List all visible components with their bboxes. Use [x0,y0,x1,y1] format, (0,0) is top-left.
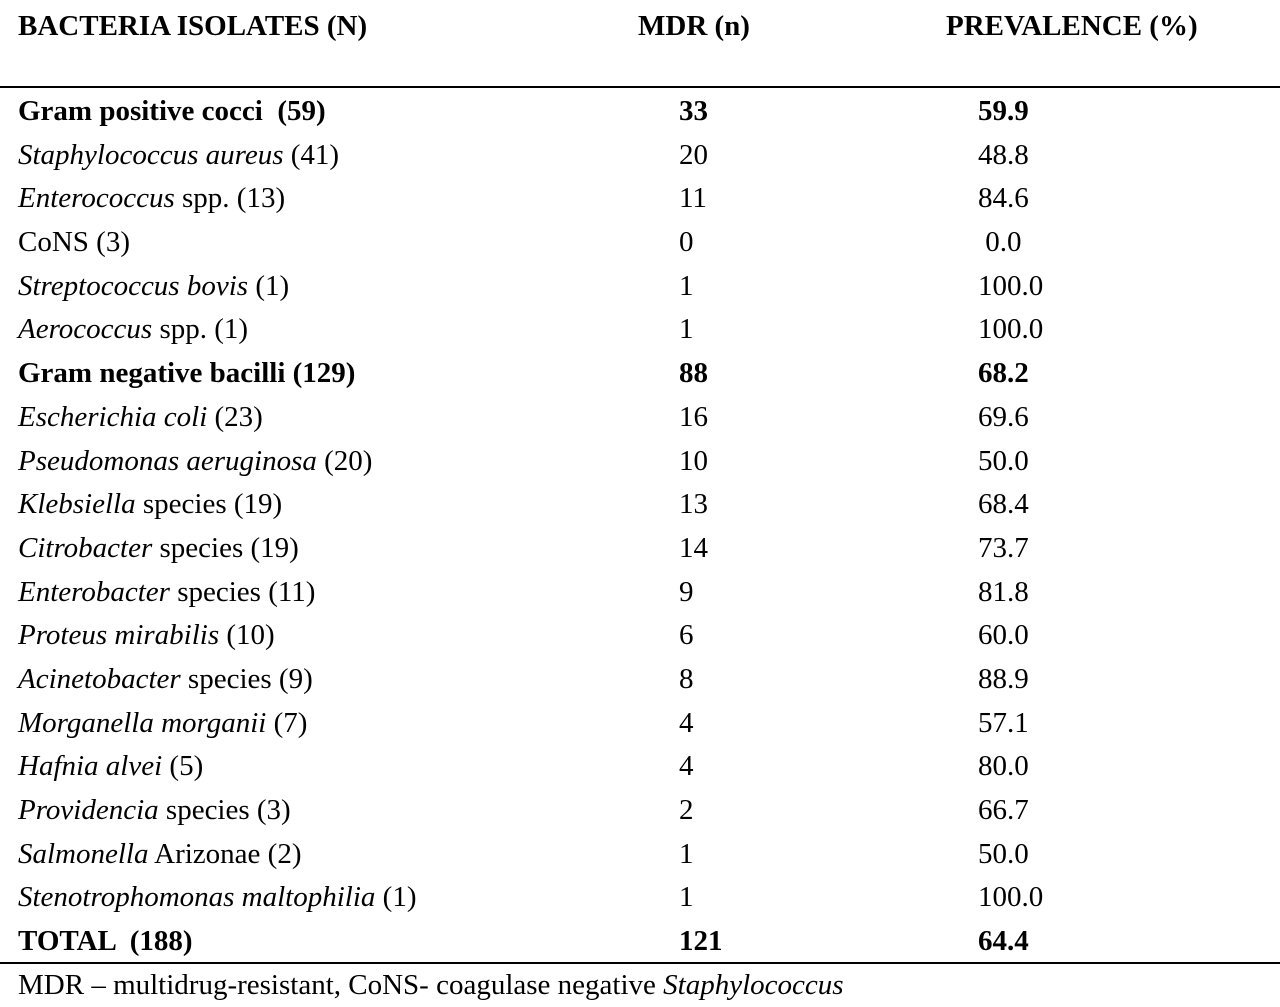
cell-isolate-name [18,440,372,484]
cell-mdr: 6 [679,619,694,652]
cell-mdr: 14 [679,531,708,564]
cell-prevalence: 60.0 [978,619,1029,652]
cell-isolate-name [18,308,248,352]
cell-prevalence: 57.1 [978,706,1029,739]
cell-isolate-name [18,745,203,789]
footnote-text: MDR – multidrug-resistant, CoNS- coagulase negative [18,969,664,1001]
table-row [0,527,1280,571]
table-row [0,614,1280,658]
cell-isolate-name [18,920,193,964]
cell-isolate-name [18,571,315,615]
table-row [0,440,1280,484]
cell-prevalence: 64.4 [978,925,1029,958]
isolate-name-italic: Salmonella [18,837,149,870]
cell-mdr: 13 [679,488,708,521]
cell-mdr: 4 [679,706,694,739]
cell-mdr: 1 [679,837,694,870]
isolate-name-text: species (3) [158,794,291,826]
cell-isolate-name [18,134,339,178]
isolate-name-text: species (9) [180,662,313,695]
table-row [0,702,1280,746]
cell-mdr: 4 [679,750,694,783]
cell-mdr: 10 [679,444,708,477]
cell-mdr: 1 [679,313,694,346]
isolate-name-text: TOTAL (188) [18,925,193,958]
cell-isolate-name [18,658,313,702]
cell-prevalence: 73.7 [978,531,1029,564]
isolate-name-italic: Staphylococcus aureus [18,138,284,171]
table-body [0,90,1280,964]
table-row [0,920,1280,964]
cell-isolate-name [18,876,416,920]
cell-prevalence: 50.0 [978,444,1029,477]
cell-prevalence: 68.4 [978,488,1029,521]
cell-mdr: 33 [679,95,708,127]
cell-mdr: 1 [679,269,694,302]
isolate-name-text: species (11) [169,575,316,608]
cell-prevalence: 48.8 [978,138,1029,171]
cell-mdr: 9 [679,575,694,608]
cell-mdr: 11 [679,182,707,215]
table-row [0,833,1280,877]
cell-mdr: 20 [679,138,708,171]
isolate-name-italic: Aerococcus [18,313,153,346]
cell-mdr: 16 [679,400,708,433]
header-prevalence: PREVALENCE (%) [946,10,1198,42]
isolate-name-text: Gram positive cocci (59) [18,95,326,127]
isolate-name-italic: Enterococcus [18,182,175,215]
isolate-name-text: spp. (13) [174,182,286,215]
footnote-italic: Staphylococcus [663,969,844,1001]
cell-prevalence: 100.0 [978,269,1044,302]
cell-mdr: 0 [679,226,694,259]
isolate-name-italic: Escherichia coli [18,400,208,433]
isolate-name-italic: Hafnia alvei [18,750,163,783]
cell-mdr: 88 [679,357,708,390]
cell-mdr: 1 [679,881,694,914]
cell-prevalence: 59.9 [978,95,1029,127]
cell-prevalence: 81.8 [978,575,1029,608]
isolate-name-text: Arizonae (2) [148,837,302,870]
isolate-name-text: Gram negative bacilli (129) [18,357,356,390]
table-row [0,352,1280,396]
isolate-name-italic: Acinetobacter [18,662,181,695]
header-rule [0,86,1280,88]
table-row [0,876,1280,920]
table-row [0,265,1280,309]
cell-prevalence: 69.6 [978,400,1029,433]
isolate-name-text: (1) [248,269,290,302]
table-row [0,571,1280,615]
cell-isolate-name [18,265,289,309]
isolate-name-italic: Stenotrophomonas maltophilia [18,881,376,914]
cell-mdr: 121 [679,925,723,958]
header-mdr: MDR (n) [638,10,750,42]
cell-prevalence: 100.0 [978,313,1044,346]
cell-isolate-name [18,90,326,134]
isolate-name-text: (20) [316,444,373,477]
header-bacteria-isolates: BACTERIA ISOLATES (N) [18,10,368,42]
cell-isolate-name [18,614,275,658]
table-row [0,658,1280,702]
isolate-name-text: (41) [283,138,340,171]
cell-prevalence: 84.6 [978,182,1029,215]
isolate-name-text: (1) [375,881,417,914]
table-row [0,90,1280,134]
isolate-name-text: species (19) [152,531,299,564]
cell-mdr: 2 [679,794,694,826]
cell-isolate-name [18,702,307,746]
isolate-name-text: (23) [207,400,263,433]
cell-isolate-name [18,177,285,221]
table-row [0,177,1280,221]
cell-isolate-name [18,833,302,877]
isolate-name-italic: Citrobacter [18,531,153,564]
isolate-name-text: (7) [266,706,308,739]
table-footnote [18,965,844,1005]
cell-prevalence: 80.0 [978,750,1029,783]
isolate-name-text: spp. (1) [152,313,249,346]
cell-prevalence: 66.7 [978,794,1029,826]
table-row [0,134,1280,178]
cell-isolate-name [18,396,263,440]
isolate-name-italic: Providencia [18,794,159,826]
cell-prevalence: 88.9 [978,662,1029,695]
table-row [0,745,1280,789]
isolate-name-italic: Proteus mirabilis [18,619,220,652]
isolate-name-italic: Morganella morganii [18,706,267,739]
cell-mdr: 8 [679,662,694,695]
isolate-name-text: CoNS (3) [18,226,130,259]
cell-isolate-name [18,527,299,571]
cell-prevalence: 100.0 [978,881,1044,914]
table-row [0,789,1280,833]
isolate-name-text: species (19) [135,488,283,521]
cell-isolate-name [18,483,282,527]
cell-prevalence: 0.0 [978,226,1022,259]
cell-isolate-name [18,789,291,833]
isolate-name-italic: Enterobacter [18,575,170,608]
isolate-name-text: (10) [219,619,275,652]
cell-prevalence: 50.0 [978,837,1029,870]
isolate-name-italic: Pseudomonas aeruginosa [18,444,317,477]
table-row [0,396,1280,440]
table-row [0,221,1280,265]
isolate-name-italic: Streptococcus bovis [18,269,249,302]
cell-prevalence: 68.2 [978,357,1029,390]
table-row [0,308,1280,352]
bottom-rule [0,962,1280,964]
cell-isolate-name [18,221,130,265]
isolate-name-italic: Klebsiella [18,488,136,521]
isolate-name-text: (5) [162,750,204,783]
table-row [0,483,1280,527]
cell-isolate-name [18,352,355,396]
table-header [0,0,1280,86]
